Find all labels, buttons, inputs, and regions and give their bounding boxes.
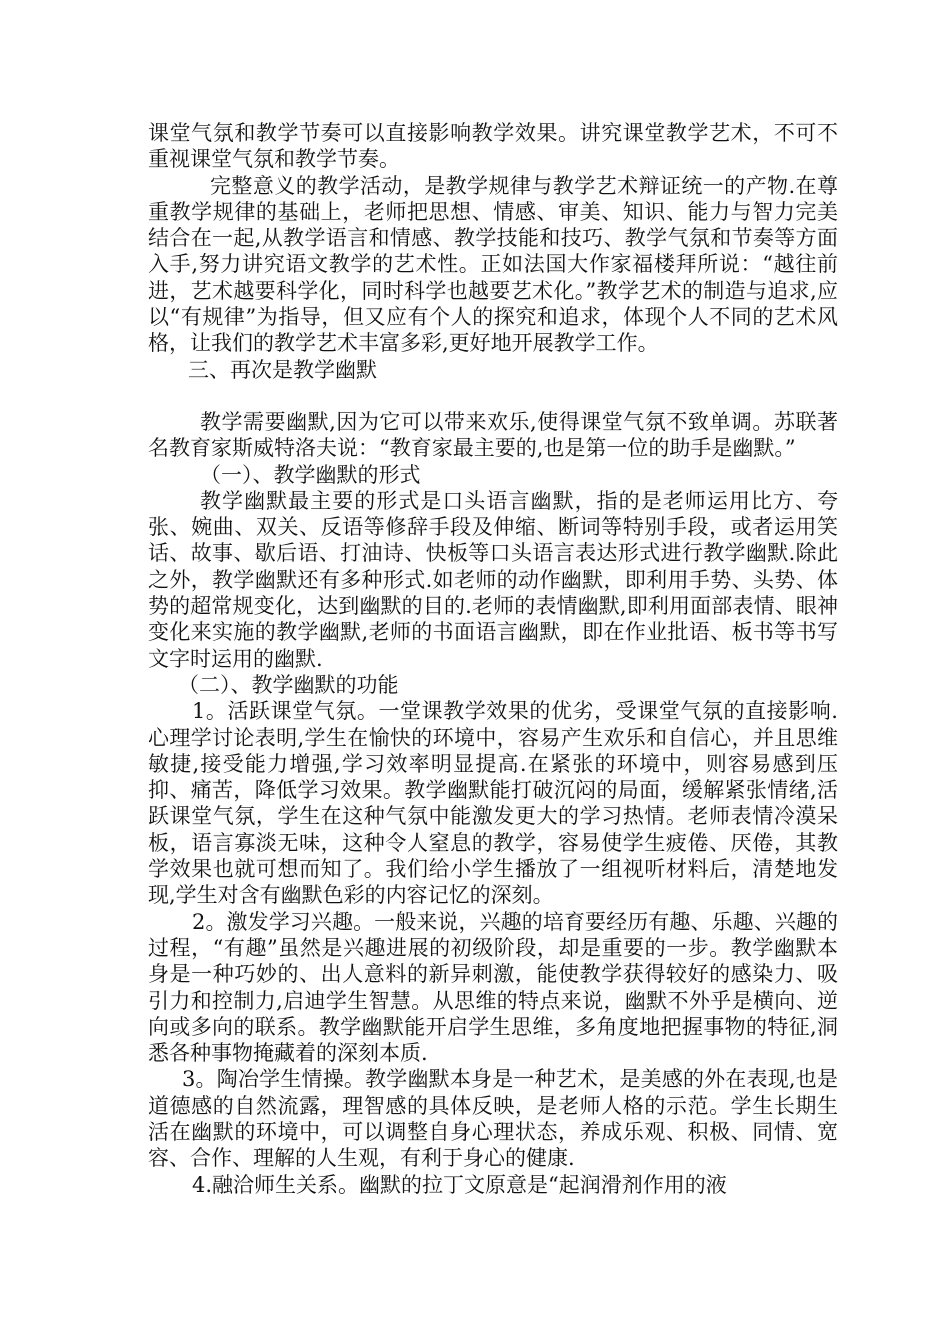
paragraph-classroom-atmosphere: 课堂气氛和教学节奏可以直接影响教学效果。讲究课堂教学艺术，不可不重视课堂气氛和教学节奏。: [148, 121, 838, 172]
paragraph-humor-need: 教学需要幽默,因为它可以带来欢乐,使得课堂气氛不致单调。苏联著名教育家斯威特洛夫说：“教育家最主要的,也是第一位的助手是幽默。”: [148, 409, 838, 461]
document-body: [148, 120, 838, 1198]
paragraph-function-2: 2。激发学习兴趣。一般来说，兴趣的培育要经历有趣、乐趣、兴趣的过程，“有趣”虽然是兴趣进展的初级阶段，却是重要的一步。教学幽默本身是一种巧妙的、出人意料的新异刺激，能使教学获得较好的感染力、吸引力和控制力,启迪学生智慧。从思维的特点来说，幽默不外乎是横向、逆向或多向的联系。教学幽默能开启学生思维，多角度地把握事物的特征,洞悉各种事物掩藏着的深刻本质.: [148, 909, 838, 1066]
subheading-humor-forms: （一）、教学幽默的形式: [200, 462, 421, 487]
paragraph-function-4: 4.融洽师生关系。幽默的拉丁文原意是“起润滑剂作用的液: [192, 1172, 727, 1197]
paragraph-humor-forms: 教学幽默最主要的形式是口头语言幽默，指的是老师运用比方、夸张、婉曲、双关、反语等修辞手段及伸缩、断词等特别手段，或者运用笑话、故事、歇后语、打油诗、快板等口头语言表达形式进行教学幽默.除此之外，教学幽默还有多种形式.如老师的动作幽默，即利用手势、头势、体势的超常规变化，达到幽默的目的.老师的表情幽默,即利用面部表情、眼神变化来实施的教学幽默,老师的书面语言幽默，即在作业批语、板书等书写文字时运用的幽默.: [148, 488, 838, 671]
paragraph-function-3: 3。陶冶学生情操。教学幽默本身是一种艺术，是美感的外在表现,也是道德感的自然流露，理智感的具体反映，是老师人格的示范。学生长期生活在幽默的环境中，可以调整自身心理状态，养成乐观、积极、同情、宽容、合作、理解的人生观，有利于身心的健康.: [148, 1067, 838, 1171]
paragraph-function-1: 1。活跃课堂气氛。一堂课教学效果的优劣，受课堂气氛的直接影响.心理学讨论表明,学生在愉快的环境中，容易产生欢乐和自信心，并且思维敏捷,接受能力增强,学习效率明显提高.在紧张的环境中，则容易感到压抑、痛苦，降低学习效果。教学幽默能打破沉闷的局面，缓解紧张情绪,活跃课堂气氛，学生在这种气氛中能激发更大的学习热情。老师表情冷漠呆板，语言寡淡无味，这种令人窒息的教学，容易使学生疲倦、厌倦，其教学效果也就可想而知了。我们给小学生播放了一组视听材料后，清楚地发现,学生对含有幽默色彩的内容记忆的深刻。: [148, 699, 838, 908]
subheading-humor-functions: （二）、教学幽默的功能: [178, 672, 399, 697]
section-heading-teaching-humor: 三、再次是教学幽默: [188, 357, 377, 382]
paragraph-teaching-art: 完整意义的教学活动，是教学规律与教学艺术辩证统一的产物.在尊重教学规律的基础上，老师把思想、情感、审美、知识、能力与智力完美结合在一起,从教学语言和情感、教学技能和技巧、教学气氛和节奏等方面入手,努力讲究语文教学的艺术性。正如法国大作家福楼拜所说：“越往前进，艺术越要科学化，同时科学也越要艺术化。”教学艺术的制造与追求,应以“有规律”为指导，但又应有个人的探究和追求，体现个人不同的艺术风格，让我们的教学艺术丰富多彩,更好地开展教学工作。: [148, 173, 838, 356]
